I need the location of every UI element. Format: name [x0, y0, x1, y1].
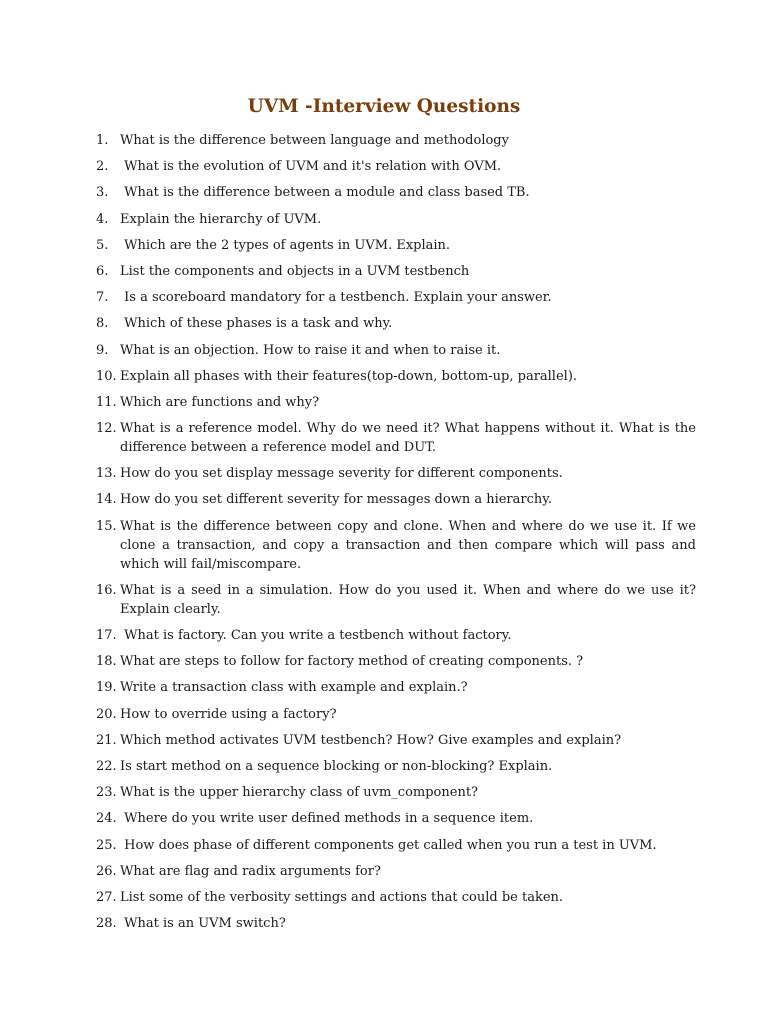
- question-text: List the components and objects in a UVM testbench: [120, 263, 470, 279]
- question-item: [96, 262, 696, 281]
- question-item: [96, 705, 696, 724]
- question-number: 9.: [96, 342, 109, 358]
- question-text: What is the difference between copy and clone. When and where do we use it. If we clone a transaction, and copy a transaction and then compare which will pass and which will fail/miscompare.: [120, 518, 701, 572]
- page-title: UVM -Interview Questions: [247, 96, 521, 117]
- question-item: [96, 731, 696, 750]
- question-number: 16.: [96, 582, 117, 598]
- question-item: [96, 490, 696, 509]
- question-item: [96, 517, 701, 574]
- question-number: 24.: [96, 811, 117, 827]
- question-number: 22.: [96, 758, 117, 774]
- question-item: [96, 914, 696, 933]
- question-text: Which of these phases is a task and why.: [120, 316, 393, 332]
- question-text: How do you set display message severity for different components.: [120, 466, 563, 482]
- question-item: [96, 367, 696, 386]
- question-item: [96, 757, 696, 776]
- question-number: 17.: [96, 628, 117, 643]
- question-number: 7.: [96, 290, 109, 306]
- question-item: [96, 131, 696, 150]
- question-item: [96, 464, 696, 483]
- question-item: [96, 393, 696, 412]
- question-item: [96, 836, 696, 855]
- question-text: What is factory. Can you write a testbench without factory.: [120, 628, 512, 643]
- question-text: Is start method on a sequence blocking or non-blocking? Explain.: [120, 758, 553, 774]
- question-number: 3.: [96, 185, 109, 201]
- question-text: Explain all phases with their features(top-down, bottom-up, parallel).: [120, 368, 578, 384]
- question-item: [96, 341, 696, 360]
- question-text: How do you set different severity for messages down a hierarchy.: [120, 492, 553, 508]
- question-number: 18.: [96, 654, 117, 670]
- question-item: [96, 236, 696, 255]
- question-text: What are steps to follow for factory method of creating components. ?: [120, 654, 584, 670]
- question-text: Where do you write user defined methods in a sequence item.: [120, 811, 534, 827]
- question-text: Which are functions and why?: [120, 394, 320, 410]
- question-text: What is the evolution of UVM and it's relation with OVM.: [120, 159, 502, 175]
- question-number: 11.: [96, 394, 117, 410]
- question-text: Which method activates UVM testbench? How? Give examples and explain?: [120, 732, 622, 748]
- question-number: 2.: [96, 159, 109, 175]
- question-number: 23.: [96, 785, 117, 801]
- question-text: List some of the verbosity settings and actions that could be taken.: [120, 889, 564, 905]
- question-number: 13.: [96, 466, 117, 482]
- question-item: [96, 157, 696, 176]
- question-number: 28.: [96, 916, 117, 932]
- question-text: What is the difference between a module and class based TB.: [120, 185, 530, 201]
- question-number: 27.: [96, 889, 117, 905]
- question-number: 21.: [96, 732, 117, 748]
- question-item: [96, 862, 696, 881]
- question-number: 19.: [96, 680, 117, 696]
- question-text: What is the difference between language and methodology: [120, 133, 509, 148]
- question-number: 26.: [96, 863, 117, 879]
- question-item: [96, 783, 696, 802]
- question-text: How to override using a factory?: [120, 706, 337, 722]
- question-text: How does phase of different components get called when you run a test in UVM.: [120, 837, 657, 853]
- question-number: 20.: [96, 706, 117, 722]
- question-text: Write a transaction class with example and explain.?: [120, 680, 468, 696]
- question-number: 25.: [96, 837, 117, 853]
- question-number: 5.: [96, 237, 109, 253]
- question-number: 4.: [96, 211, 109, 227]
- question-text: What is a reference model. Why do we need it? What happens without it. What is the difference between a reference model and DUT.: [120, 421, 701, 456]
- question-number: 1.: [96, 133, 109, 148]
- question-text: What is an objection. How to raise it and when to raise it.: [120, 342, 501, 358]
- question-text: Which are the 2 types of agents in UVM. Explain.: [120, 237, 451, 253]
- question-item: [96, 888, 696, 907]
- question-item: [96, 419, 701, 457]
- question-text: What is a seed in a simulation. How do you used it. When and where do we use it? Explain clearly.: [120, 582, 701, 617]
- question-item: [96, 626, 696, 645]
- question-item: [96, 314, 696, 333]
- question-number: 12.: [96, 421, 117, 437]
- question-number: 6.: [96, 263, 109, 279]
- question-item: [96, 652, 696, 671]
- question-number: 14.: [96, 492, 117, 508]
- question-text: What is an UVM switch?: [120, 916, 286, 932]
- question-item: [96, 210, 696, 229]
- question-number: 15.: [96, 518, 117, 534]
- question-number: 10.: [96, 368, 117, 384]
- question-text: Is a scoreboard mandatory for a testbench. Explain your answer.: [120, 290, 552, 306]
- question-text: Explain the hierarchy of UVM.: [120, 211, 322, 227]
- question-text: What are flag and radix arguments for?: [120, 863, 381, 879]
- question-list: [96, 131, 701, 940]
- question-item: [96, 678, 696, 697]
- question-item: [96, 581, 701, 619]
- question-item: [96, 288, 696, 307]
- question-number: 8.: [96, 316, 109, 332]
- question-item: [96, 809, 696, 828]
- question-text: What is the upper hierarchy class of uvm_component?: [120, 785, 479, 801]
- question-item: [96, 183, 696, 202]
